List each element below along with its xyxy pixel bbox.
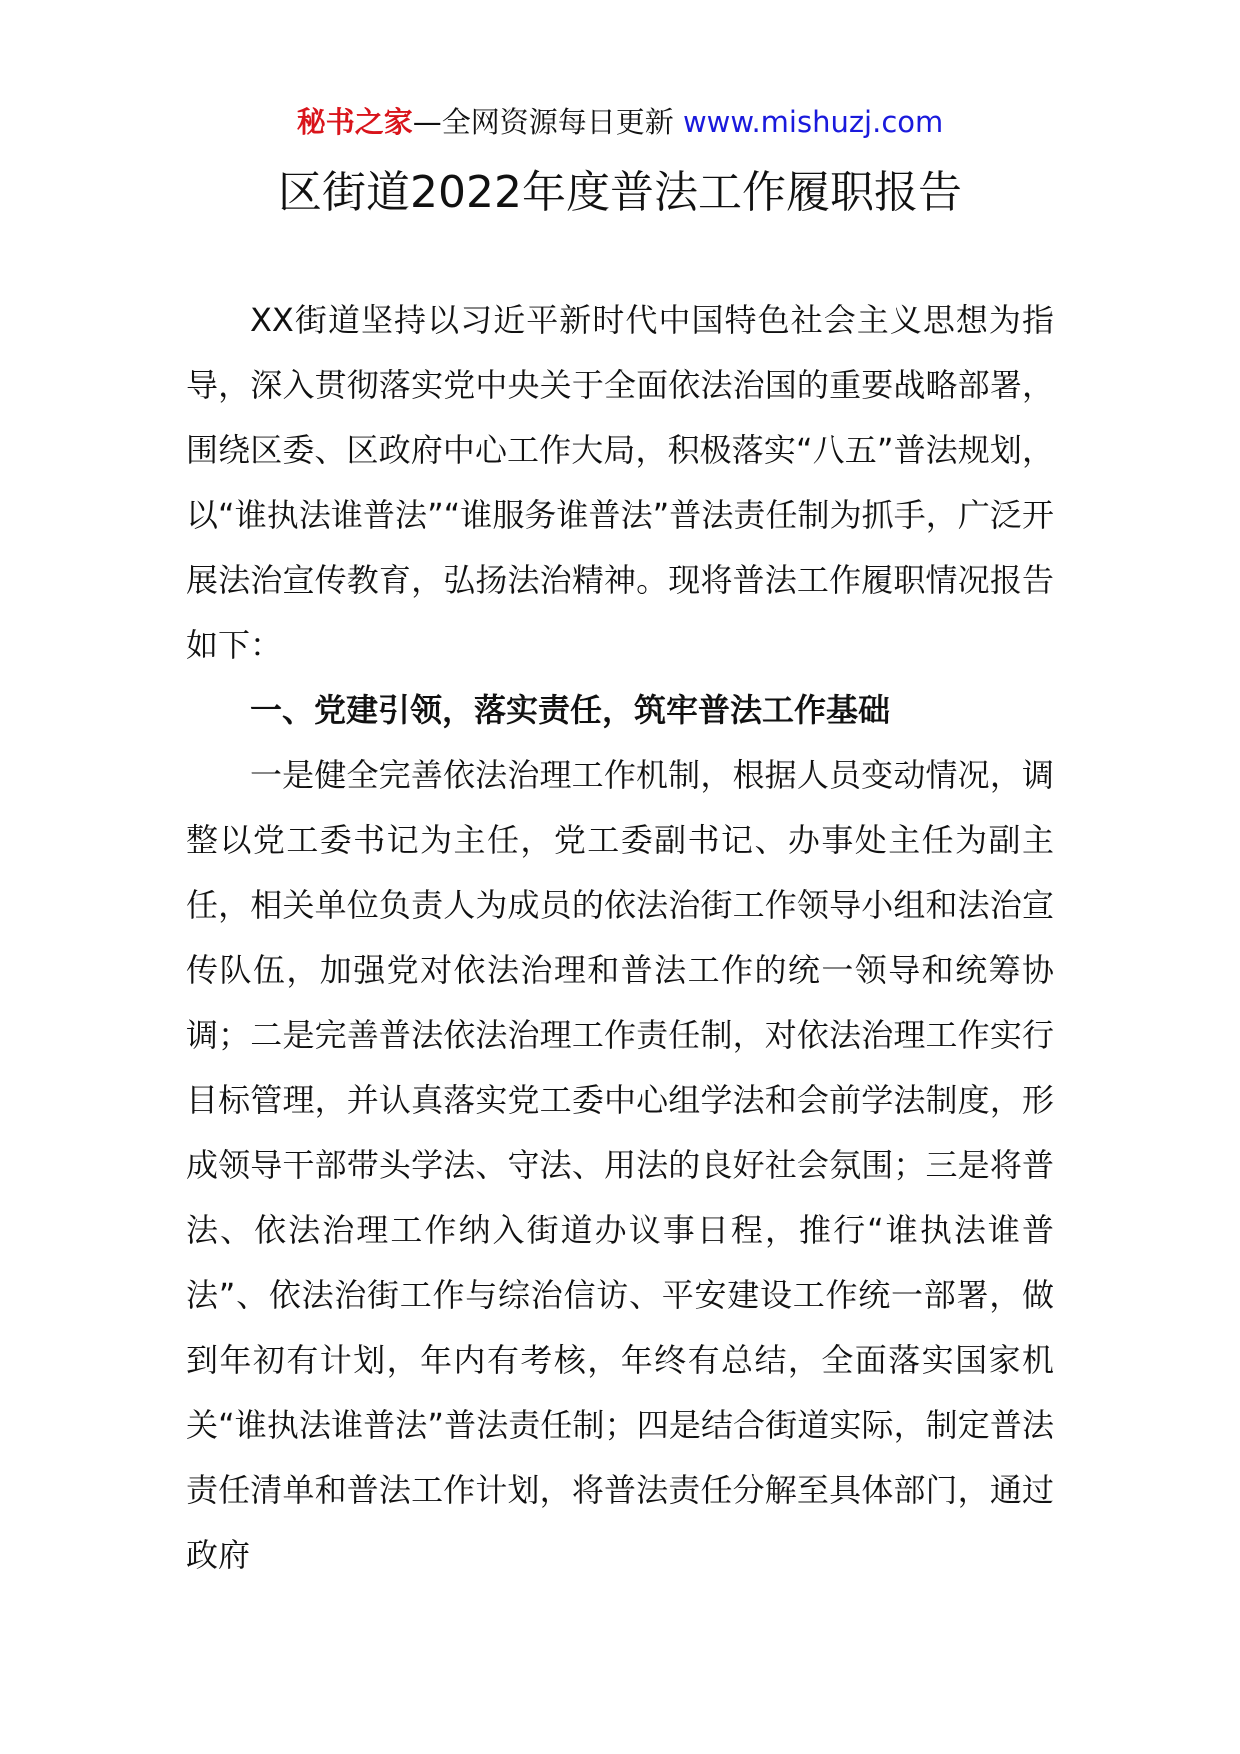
site-header [0,100,1240,144]
site-brand: 秘书之家 [296,105,413,139]
site-slogan: —全网资源每日更新 [412,105,674,139]
document-body [186,288,1054,1588]
section-heading-1: 一、党建引领，落实责任，筑牢普法工作基础 [250,691,891,729]
site-url-link[interactable]: www.mishuzj.com [682,105,944,139]
intro-paragraph: XX街道坚持以习近平新时代中国特色社会主义思想为指导，深入贯彻落实党中央关于全面依法治国的重要战略部署，围绕区委、区政府中心工作大局，积极落实“八五”普法规划，以“谁执法谁普法”“谁服务谁普法”普法责任制为抓手，广泛开展法治宣传教育，弘扬法治精神。现将普法工作履职情况报告如下： [186,301,1054,664]
section-paragraph-1: 一是健全完善依法治理工作机制，根据人员变动情况，调整以党工委书记为主任，党工委副书记、办事处主任为副主任，相关单位负责人为成员的依法治街工作领导小组和法治宣传队伍，加强党对依法治理和普法工作的统一领导和统筹协调；二是完善普法依法治理工作责任制，对依法治理工作实行目标管理，并认真落实党工委中心组学法和会前学法制度，形成领导干部带头学法、守法、用法的良好社会氛围；三是将普法、依法治理工作纳入街道办议事日程，推行“谁执法谁普法”、依法治街工作与综治信访、平安建设工作统一部署，做到年初有计划，年内有考核，年终有总结，全面落实国家机关“谁执法谁普法”普法责任制；四是结合街道实际，制定普法责任清单和普法工作计划，将普法责任分解至具体部门，通过政府 [186,756,1054,1574]
document-title: 区街道2022年度普法工作履职报告 [278,167,962,218]
